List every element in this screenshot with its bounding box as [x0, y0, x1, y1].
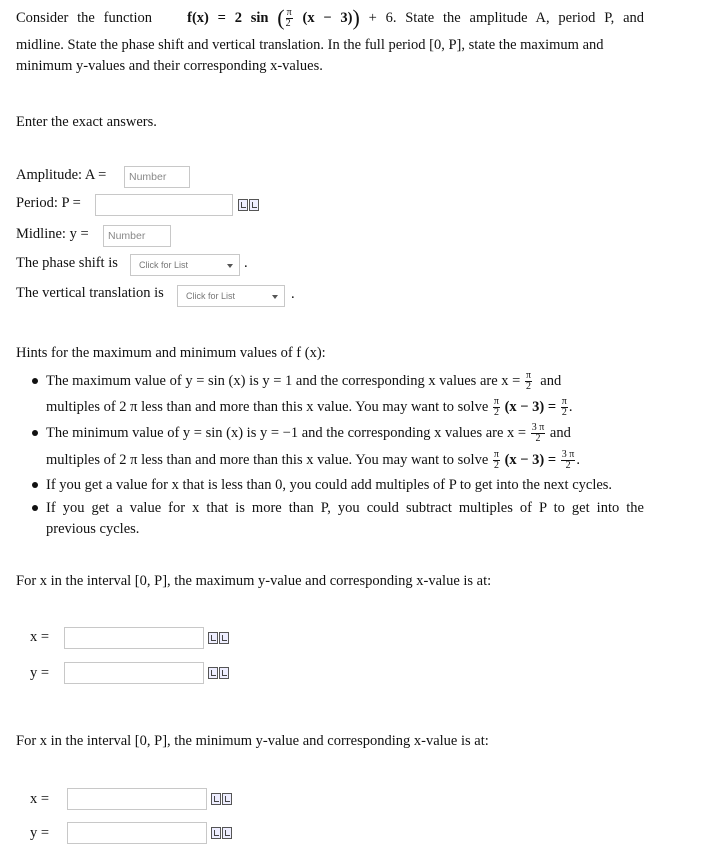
function-inner: (x − 3) [302, 10, 353, 26]
problem-line-2: midline. State the phase shift and vertical translation. In the full period [0, P], state the maximum and [16, 37, 604, 53]
chevron-down-icon [227, 264, 233, 268]
max-section-text: For x in the interval [0, P], the maximum y-value and corresponding x-value is at: [16, 573, 492, 589]
vertical-select-text: Click for List [186, 291, 236, 301]
max-y-equation-editor-icon[interactable] [208, 667, 232, 681]
pi-over-2-rhs1: $\frac{\pi}{2}$ [561, 396, 567, 419]
hint-2-equation: (x − 3) = [504, 452, 557, 468]
max-y-label: y = [30, 665, 50, 681]
hint-4-line-1: If you get a value for x that is more than P, you could subtract multiples of P to get into the [46, 500, 644, 516]
max-x-input[interactable] [64, 627, 204, 649]
vertical-period: . [291, 286, 295, 302]
problem-line-3: minimum y-values and their corresponding x-values. [16, 58, 323, 74]
hint-1-equation: (x − 3) = [504, 399, 557, 415]
period-equation-editor-icon[interactable] [238, 199, 262, 213]
bullet-2 [32, 430, 38, 436]
hint-1-line-2: multiples of 2 π less than and more than this x value. You may want to solve $\frac{\pi}{2}$ (x − 3) = $\frac{\pi}{2}$ . [46, 396, 573, 419]
min-section-text: For x in the interval [0, P], the minimum y-value and corresponding x-value is at: [16, 733, 489, 749]
min-y-input[interactable] [67, 822, 207, 844]
function-tail: + 6. State the amplitude A, period P, and [368, 10, 645, 26]
max-x-label: x = [30, 629, 50, 645]
pi-over-2-solve2: $\frac{\pi}{2}$ [493, 449, 499, 472]
min-y-label: y = [30, 825, 50, 841]
three-pi-over-2-rhs2: $\frac{3 \pi}{2}$ [561, 449, 575, 472]
vertical-translation-select[interactable] [177, 285, 285, 307]
three-pi-over-2-hint2: $\frac{3 \pi}{2}$ [531, 422, 545, 445]
pi-over-2: $\frac{\pi}{2}$ [285, 7, 292, 30]
phase-shift-label: The phase shift is [16, 255, 118, 271]
instructions: Enter the exact answers. [16, 114, 157, 130]
bullet-3 [32, 482, 38, 488]
min-x-input[interactable] [67, 788, 207, 810]
bullet-4 [32, 505, 38, 511]
phase-shift-select[interactable] [130, 254, 240, 276]
hint-2-line-2: multiples of 2 π less than and more than this x value. You may want to solve $\frac{\pi}{2}$ (x − 3) = $\frac{3 \pi}{2}$ . [46, 449, 580, 472]
min-y-equation-editor-icon[interactable] [211, 827, 235, 841]
max-y-input[interactable] [64, 662, 204, 684]
intro-text: Consider the function [16, 10, 152, 26]
hint-1-line-1 [46, 371, 644, 392]
hint-4-line-2: previous cycles. [46, 521, 140, 537]
pi-over-2-hint1: $\frac{\pi}{2}$ [525, 370, 532, 393]
amplitude-input[interactable]: Number [124, 166, 190, 188]
hint-1-text-2: multiples of 2 π less than and more than this x value. You may want to solve [46, 399, 489, 415]
hint-3: If you get a value for x that is less than 0, you could add multiples of P to get into the next cycles. [46, 477, 613, 493]
min-x-label: x = [30, 791, 50, 807]
pi-over-2-solve1: $\frac{\pi}{2}$ [493, 396, 499, 419]
hints-heading: Hints for the maximum and minimum values of f (x): [16, 345, 326, 361]
hint-2-text-2: multiples of 2 π less than and more than this x value. You may want to solve [46, 452, 489, 468]
hint-2-text: The minimum value of y = sin (x) is y = −1 and the corresponding x values are x = [46, 425, 527, 441]
period-label: Period: P = [16, 195, 81, 211]
hint-1-and: and [540, 373, 562, 389]
vertical-translation-label: The vertical translation is [16, 285, 164, 301]
phase-shift-select-text: Click for List [139, 260, 189, 270]
hint-2-line-1 [46, 423, 644, 444]
problem-line-1: Consider the function f(x) = 2 sin ( $\frac{\pi}{2}$ (x − 3)) + 6. State the amplitude A, period P, and [16, 5, 645, 30]
min-x-equation-editor-icon[interactable] [211, 793, 235, 807]
period-input[interactable] [95, 194, 233, 216]
hint-1-text: The maximum value of y = sin (x) is y = 1 and the corresponding x values are x = [46, 373, 521, 389]
max-x-equation-editor-icon[interactable] [208, 632, 232, 646]
phase-period: . [244, 255, 248, 271]
chevron-down-icon [272, 295, 278, 299]
midline-input[interactable]: Number [103, 225, 171, 247]
amplitude-label: Amplitude: A = [16, 167, 107, 183]
bullet-1 [32, 378, 38, 384]
hint-2-and: and [549, 425, 571, 441]
midline-label: Midline: y = [16, 226, 89, 242]
function-lhs: f(x) = 2 sin [187, 10, 269, 26]
